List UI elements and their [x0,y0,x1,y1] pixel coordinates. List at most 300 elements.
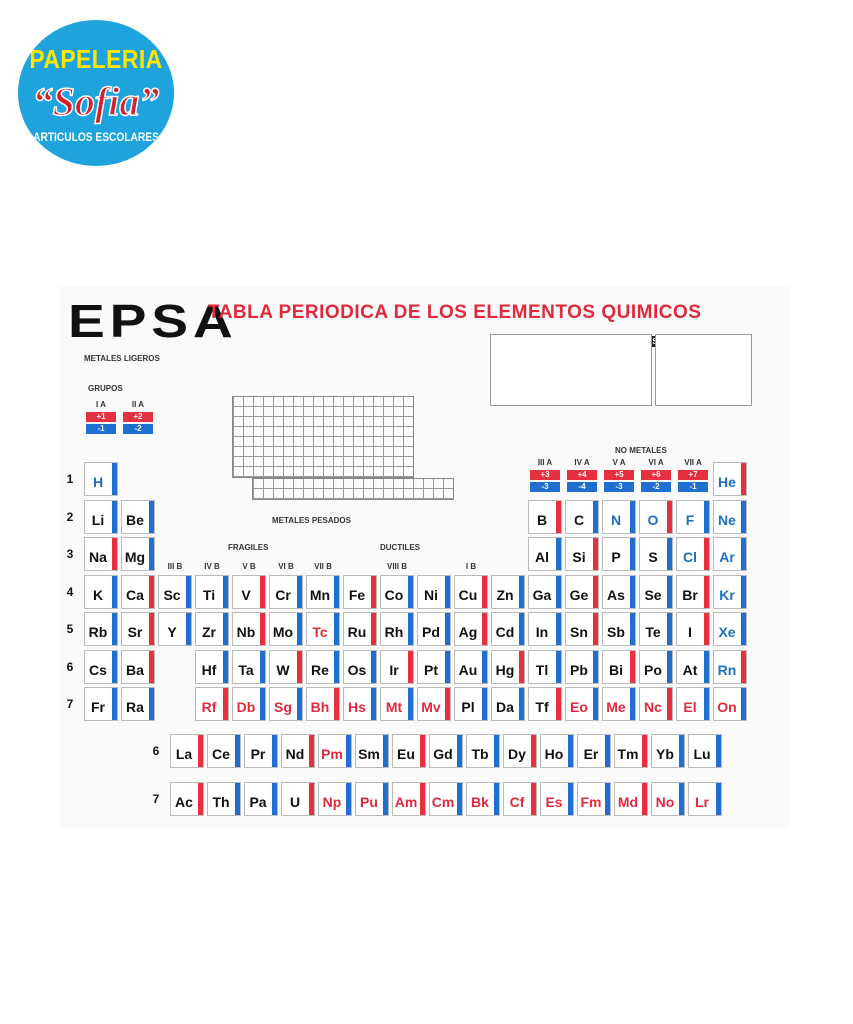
element-symbol: Eo [570,699,588,715]
valence-stripe [704,501,709,533]
element-symbol: Rh [384,624,404,640]
valence-stripe [445,576,450,608]
valence-stripe [112,651,117,683]
valence-stripe [346,783,351,815]
label-metales-pesados: METALES PESADOS [272,516,351,525]
valence-stripe [235,783,240,815]
element-symbol: Lu [693,746,711,762]
element-symbol: Rf [201,699,217,715]
valence-stripe [519,576,524,608]
valence-stripe [272,735,277,767]
valence-stripe [198,735,203,767]
oxidation-value: -3 [530,482,560,492]
group-header: VII B [314,562,332,571]
element-cell-be [121,500,155,534]
valence-stripe [704,613,709,645]
element-symbol: Pu [360,794,378,810]
element-cell-ta [232,650,266,684]
element-cell-zn [491,575,525,609]
valence-stripe [556,501,561,533]
element-cell-pl [454,687,488,721]
element-symbol: No [655,794,675,810]
oxidation-value: +6 [641,470,671,480]
valence-stripe [408,576,413,608]
element-cell-rn [713,650,747,684]
element-cell-ce [207,734,241,768]
valence-stripe [630,651,635,683]
label-ductiles: DUCTILES [380,543,420,552]
element-symbol: Nc [644,699,662,715]
element-cell-w [269,650,303,684]
element-symbol: Ag [458,624,478,640]
valence-stripe [593,688,598,720]
element-cell-rf [195,687,229,721]
element-cell-cr [269,575,303,609]
valence-stripe [445,651,450,683]
valence-stripe [704,576,709,608]
element-cell-ar [713,537,747,571]
period-number: 3 [66,547,74,561]
element-cell-po [639,650,673,684]
series-number: 7 [152,792,160,806]
element-cell-pm [318,734,352,768]
valence-stripe [630,688,635,720]
element-cell-in [528,612,562,646]
element-cell-ti [195,575,229,609]
element-symbol: Sg [274,699,292,715]
valence-stripe [445,688,450,720]
valence-stripe [667,688,672,720]
element-symbol: Fe [348,586,366,603]
valence-stripe [408,613,413,645]
element-cell-n [602,500,636,534]
element-cell-re [306,650,340,684]
element-cell-nb [232,612,266,646]
element-cell-md [614,782,648,816]
element-cell-s [639,537,673,571]
valence-stripe [716,783,721,815]
element-symbol: Ti [202,586,216,603]
valence-stripe [593,538,598,570]
element-cell-sn [565,612,599,646]
element-symbol: Sr [127,624,143,640]
element-cell-ni [417,575,451,609]
element-symbol: Ge [569,586,589,603]
element-symbol: B [536,511,548,528]
element-symbol: Mv [421,699,441,715]
element-cell-rb [84,612,118,646]
valence-stripe [186,613,191,645]
oxidation-value: -2 [123,424,153,434]
valence-stripe [309,735,314,767]
element-cell-ac [170,782,204,816]
group-header: III A [537,458,553,467]
element-symbol: Ta [238,661,254,678]
element-cell-bh [306,687,340,721]
element-symbol: Cd [495,624,515,640]
element-cell-ho [540,734,574,768]
element-cell-tc [306,612,340,646]
element-symbol: Dy [508,746,526,762]
element-symbol: Co [384,586,404,603]
element-cell-y [158,612,192,646]
element-symbol: Ga [532,586,552,603]
element-cell-np [318,782,352,816]
element-cell-si [565,537,599,571]
valence-stripe [408,651,413,683]
element-symbol: Nb [236,624,256,640]
element-cell-cs [84,650,118,684]
element-symbol: Lr [695,794,709,810]
element-cell-hg [491,650,525,684]
element-cell-xe [713,612,747,646]
valence-stripe [605,735,610,767]
element-cell-tf [528,687,562,721]
element-symbol: Bh [310,699,330,715]
valence-stripe [297,576,302,608]
element-cell-p [602,537,636,571]
element-symbol: Tm [617,746,639,762]
element-symbol: Sc [163,586,181,603]
valence-stripe [457,783,462,815]
valence-stripe [457,735,462,767]
valence-stripe [667,501,672,533]
valence-stripe [112,688,117,720]
element-symbol: Ba [126,661,144,678]
valence-stripe [149,501,154,533]
element-cell-al [528,537,562,571]
oxidation-value: +3 [530,470,560,480]
element-key-box [655,334,752,406]
element-symbol: Al [535,549,549,565]
element-symbol: Mg [124,549,146,565]
element-symbol: Se [644,586,662,603]
element-symbol: Mt [385,699,403,715]
element-symbol: Ni [424,586,438,603]
element-symbol: I [688,624,692,640]
element-cell-fm [577,782,611,816]
element-cell-tm [614,734,648,768]
element-cell-yb [651,734,685,768]
element-cell-ga [528,575,562,609]
element-symbol: Pa [249,794,267,810]
element-cell-zr [195,612,229,646]
element-cell-sr [121,612,155,646]
valence-stripe [630,613,635,645]
valence-stripe [334,688,339,720]
valence-stripe [420,783,425,815]
valence-stripe [346,735,351,767]
element-symbol: Br [682,586,698,603]
element-symbol: Sb [607,624,625,640]
element-symbol: Db [236,699,256,715]
valence-stripe [371,688,376,720]
element-symbol: Si [572,549,586,565]
group-header: VIII B [386,562,407,571]
element-symbol: Mo [272,624,294,640]
element-cell-lr [688,782,722,816]
element-symbol: Te [645,624,661,640]
element-symbol: Th [212,794,230,810]
element-cell-pa [244,782,278,816]
element-symbol: La [175,746,193,762]
logo-line-3: ARTICULOS ESCOLARES [33,130,159,144]
group-header: VII A [684,458,702,467]
element-cell-mn [306,575,340,609]
element-cell-on [713,687,747,721]
element-cell-ge [565,575,599,609]
symbols-legend-box [490,334,652,406]
element-cell-eu [392,734,426,768]
element-cell-cd [491,612,525,646]
element-cell-au [454,650,488,684]
element-cell-cu [454,575,488,609]
valence-stripe [741,613,746,645]
valence-stripe [741,651,746,683]
element-cell-k [84,575,118,609]
valence-stripe [223,651,228,683]
element-symbol: Er [583,746,599,762]
element-symbol: K [92,586,104,603]
valence-stripe [149,688,154,720]
element-symbol: Y [167,624,177,640]
element-symbol: Md [617,794,639,810]
element-cell-am [392,782,426,816]
element-cell-pt [417,650,451,684]
valence-stripe [741,538,746,570]
oxidation-value: -3 [604,482,634,492]
valence-stripe [741,463,746,495]
element-symbol: Eu [397,746,415,762]
element-symbol: Hf [201,661,217,678]
element-cell-pd [417,612,451,646]
element-cell-da [491,687,525,721]
valence-stripe [297,613,302,645]
element-symbol: Cl [683,549,697,565]
valence-stripe [383,783,388,815]
oxidation-value: -2 [641,482,671,492]
element-cell-ba [121,650,155,684]
element-symbol: Rb [88,624,108,640]
valence-stripe [482,576,487,608]
element-cell-mo [269,612,303,646]
element-cell-ir [380,650,414,684]
valence-stripe [519,651,524,683]
element-cell-nd [281,734,315,768]
element-symbol: Zn [496,586,514,603]
element-cell-pb [565,650,599,684]
valence-stripe [112,463,117,495]
element-cell-na [84,537,118,571]
valence-stripe [531,735,536,767]
valence-stripe [568,735,573,767]
element-cell-th [207,782,241,816]
element-symbol: Pm [321,746,343,762]
element-cell-u [281,782,315,816]
element-symbol: Pl [461,699,475,715]
valence-stripe [186,576,191,608]
element-symbol: Cu [458,586,478,603]
element-cell-br [676,575,710,609]
element-cell-eo [565,687,599,721]
valence-stripe [112,501,117,533]
valence-stripe [334,576,339,608]
element-cell-ra [121,687,155,721]
valence-stripe [198,783,203,815]
element-cell-as [602,575,636,609]
element-symbol: Tc [312,624,328,640]
valence-stripe [716,735,721,767]
valence-stripe [149,613,154,645]
group-header: III B [167,562,183,571]
period-number: 2 [66,509,74,524]
element-symbol: Po [644,661,662,678]
element-symbol: Ca [126,586,144,603]
valence-stripe [741,501,746,533]
valence-stripe [408,688,413,720]
valence-stripe [593,576,598,608]
element-cell-tb [466,734,500,768]
valence-stripe [679,735,684,767]
element-cell-fr [84,687,118,721]
element-cell-ne [713,500,747,534]
element-symbol: Es [545,794,563,810]
element-cell-f [676,500,710,534]
valence-stripe [704,688,709,720]
valence-stripe [112,613,117,645]
element-symbol: Hg [495,661,515,678]
element-symbol: H [92,474,104,490]
oxidation-value: +2 [123,412,153,422]
element-cell-bi [602,650,636,684]
element-cell-ag [454,612,488,646]
element-cell-rh [380,612,414,646]
element-symbol: C [573,511,585,528]
reference-mini-series [252,478,454,500]
valence-stripe [420,735,425,767]
element-cell-lu [688,734,722,768]
element-cell-tl [528,650,562,684]
element-cell-ca [121,575,155,609]
period-number: 6 [66,659,74,674]
element-cell-os [343,650,377,684]
label-no-metales: NO METALES [615,446,667,455]
valence-stripe [260,576,265,608]
element-symbol: N [610,511,622,528]
valence-stripe [568,783,573,815]
group-header: VI B [278,562,294,571]
element-cell-mg [121,537,155,571]
element-symbol: Np [322,794,342,810]
valence-stripe [371,576,376,608]
element-cell-b [528,500,562,534]
element-symbol: Fr [91,699,105,715]
element-cell-bk [466,782,500,816]
element-cell-ru [343,612,377,646]
element-symbol: V [241,586,251,603]
valence-stripe [494,783,499,815]
element-symbol: Cr [275,586,291,603]
element-symbol: Be [126,511,144,528]
valence-stripe [667,651,672,683]
element-cell-es [540,782,574,816]
series-number: 6 [152,744,160,758]
element-symbol: Ar [719,549,735,565]
valence-stripe [630,576,635,608]
valence-stripe [556,651,561,683]
valence-stripe [556,538,561,570]
valence-stripe [593,501,598,533]
element-cell-nc [639,687,673,721]
oxidation-value: +4 [567,470,597,480]
logo-line-2: “Sofia” [32,79,160,124]
element-symbol: Cs [89,661,107,678]
oxidation-value: +5 [604,470,634,480]
element-cell-db [232,687,266,721]
periodic-table-poster [60,286,790,828]
valence-stripe [223,576,228,608]
element-symbol: Xe [718,624,736,640]
valence-stripe [556,576,561,608]
element-symbol: W [276,661,290,678]
element-symbol: Ce [212,746,230,762]
element-cell-sm [355,734,389,768]
element-symbol: Zr [202,624,216,640]
valence-stripe [642,783,647,815]
element-cell-pu [355,782,389,816]
label-fragiles: FRAGILES [228,543,269,552]
element-cell-co [380,575,414,609]
element-symbol: Kr [719,586,735,603]
valence-stripe [149,576,154,608]
element-symbol: Pb [570,661,588,678]
element-symbol: Pt [424,661,438,678]
valence-stripe [383,735,388,767]
element-cell-te [639,612,673,646]
valence-stripe [371,651,376,683]
element-cell-mv [417,687,451,721]
valence-stripe [741,688,746,720]
element-symbol: Ru [347,624,367,640]
element-symbol: Ir [389,661,399,678]
element-symbol: In [535,624,549,640]
poster-title: TABLA PERIODICA DE LOS ELEMENTOS QUIMICOS [208,302,702,323]
group-header: V A [612,458,626,467]
element-cell-h [84,462,118,496]
element-symbol: Am [394,794,418,810]
element-symbol: Sn [570,624,588,640]
element-symbol: Na [89,549,107,565]
element-cell-cl [676,537,710,571]
element-cell-i [676,612,710,646]
group-header: V B [242,562,256,571]
element-cell-el [676,687,710,721]
valence-stripe [519,688,524,720]
element-cell-no [651,782,685,816]
group-header: VI A [648,458,664,467]
valence-stripe [482,688,487,720]
group-header: I B [465,562,477,571]
group-header: II A [131,400,145,409]
oxidation-value: -1 [86,424,116,434]
element-cell-li [84,500,118,534]
element-symbol: P [611,549,621,565]
element-cell-hs [343,687,377,721]
element-symbol: Re [311,661,329,678]
valence-stripe [482,651,487,683]
element-symbol: F [685,511,695,528]
element-cell-me [602,687,636,721]
